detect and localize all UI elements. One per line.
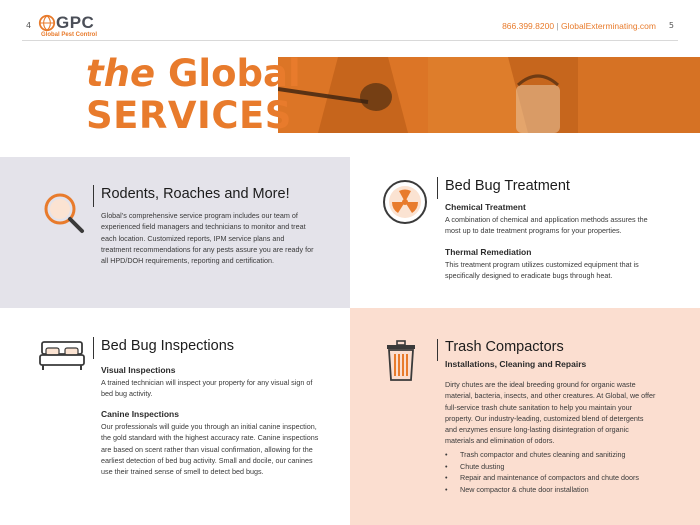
bed-icon: [38, 340, 86, 372]
canine-inspections-heading: Canine Inspections: [101, 409, 179, 419]
list-item: • New compactor & chute door installation: [445, 484, 670, 496]
website-link[interactable]: GlobalExterminating.com: [561, 21, 656, 31]
magnifying-glass-icon: [42, 191, 86, 235]
header-divider: [22, 40, 678, 41]
visual-inspections-heading: Visual Inspections: [101, 365, 176, 375]
hero-title-global: Global: [168, 52, 301, 95]
section-body: Dirty chutes are the ideal breeding ground for organic waste material, bacteria, insects, and other creatures. At Global, we offer full-service trash chute sanitation to help you maintain your property. Our industry-leading, customized blend of detergents and enzymes ensure long-lasting disintegration of organic materials and elimination of odors.: [445, 380, 656, 446]
canine-inspections-body: Our professionals will guide you through an initial canine inspection, the gold standard with the highest accuracy rate. Canine inspections are based on scent rather than visual confirmation, allowing for the earliest detection of bed bug activity. Small and docile, our canines use their trained sense of smell to detect bed bugs.: [101, 422, 319, 477]
hero-photo-technician-spraying: [278, 57, 700, 133]
section-rodents: [0, 157, 350, 308]
thermal-remediation-body: This treatment program utilizes customized equipment that is specifically designed to eradicate bugs through heat.: [445, 260, 639, 281]
logo-subtext: Global Pest Control: [41, 32, 98, 38]
gpc-logo[interactable]: [38, 13, 118, 41]
chemical-treatment-heading: Chemical Treatment: [445, 202, 526, 212]
phone-number: 866.399.8200: [502, 21, 555, 31]
chemical-treatment-body: A combination of chemical and application methods assures the most up to date treatment programs for your properties.: [445, 215, 648, 236]
section-title: Rodents, Roaches and More!: [101, 186, 290, 202]
page-number-left: 4: [26, 21, 32, 30]
section-trash-compactors: [350, 308, 700, 525]
visual-inspections-body: A trained technician will inspect your property for any visual sign of bed bug activity.: [101, 378, 313, 399]
hero-title-line1: [86, 52, 301, 95]
section-bed-bug-inspections: [0, 308, 350, 525]
trash-can-icon: [386, 340, 416, 382]
contact-separator: |: [556, 21, 559, 31]
section-bed-bug-treatment: [350, 157, 700, 308]
section-title: Bed Bug Inspections: [101, 338, 235, 354]
section-title: Bed Bug Treatment: [445, 178, 570, 194]
list-item: • Repair and maintenance of compactors and chute doors: [445, 472, 670, 484]
title-accent-bar: [93, 185, 94, 207]
services-list: [445, 449, 670, 495]
section-subtitle: Installations, Cleaning and Repairs: [445, 359, 587, 369]
globe-logo-icon: [38, 14, 56, 32]
list-item: • Chute dusting: [445, 461, 670, 473]
title-accent-bar: [437, 339, 438, 361]
radiation-icon: [382, 179, 428, 225]
thermal-remediation-heading: Thermal Remediation: [445, 247, 532, 257]
section-title: Trash Compactors: [445, 339, 564, 355]
logo-text: GPC: [56, 13, 95, 32]
list-item: • Trash compactor and chutes cleaning and sanitizing: [445, 449, 670, 461]
hero-title-the: the: [86, 52, 156, 95]
title-accent-bar: [437, 177, 438, 199]
section-body: Global’s comprehensive service program includes our team of experienced field managers and technicians to monitor and treat each location. Customized reports, IPM service plans and treatment recommendations for any pests assure you are ready for all HPD/DOH requirements, reporting and certification.: [101, 211, 314, 266]
page-number-right: 5: [668, 21, 674, 30]
title-accent-bar: [93, 337, 94, 359]
contact-info: [502, 21, 656, 31]
hero-title-services: SERVICES: [86, 94, 292, 137]
